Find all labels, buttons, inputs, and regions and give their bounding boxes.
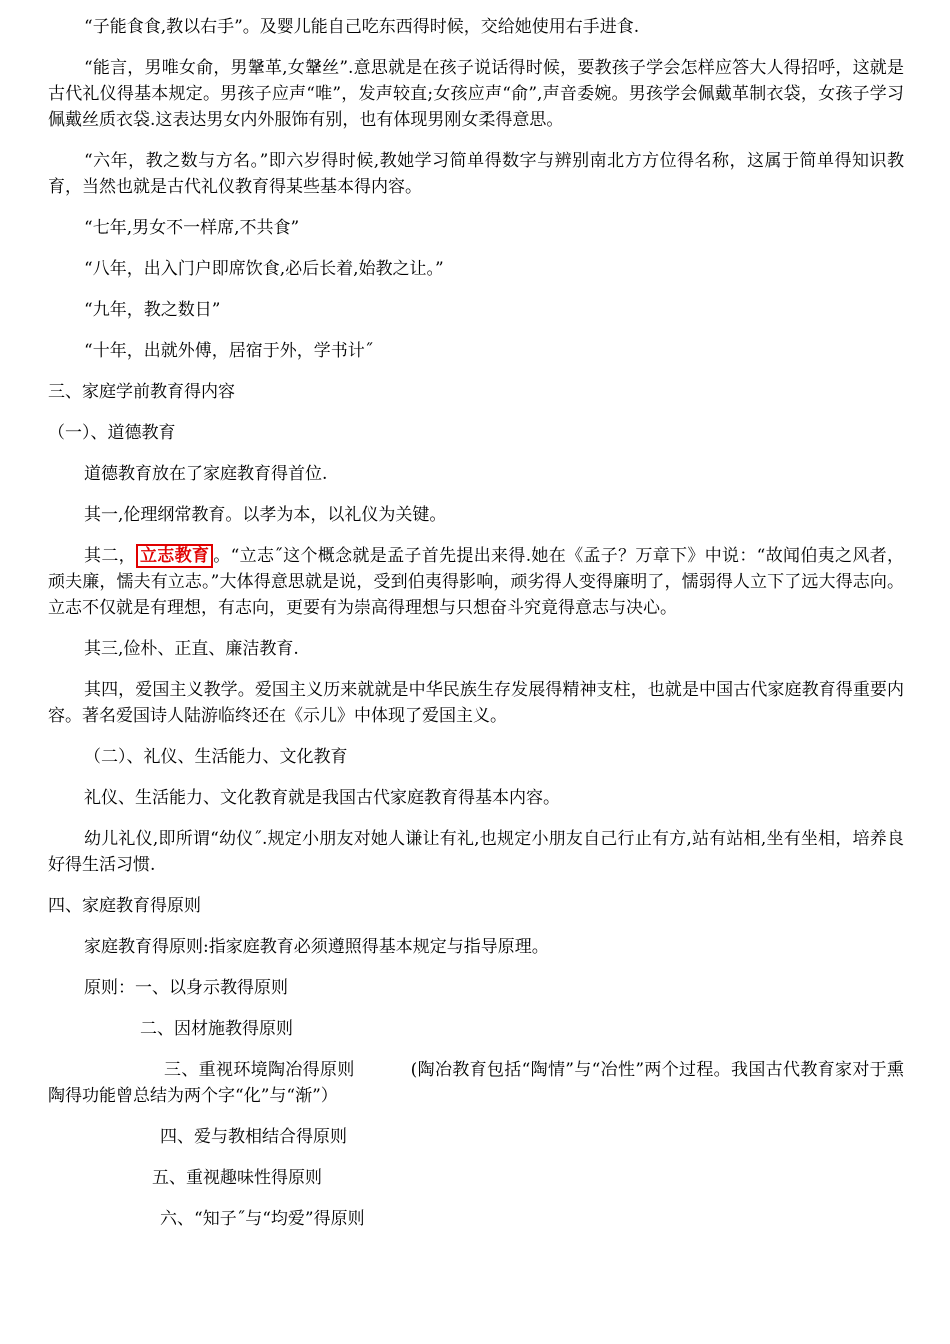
paragraph-age-six: “六年，教之数与方名。”即六岁得时候,教她学习简单得数字与辨别南北方方位得名称，这属于简单得知识教育，当然也就是古代礼仪教育得某些基本得内容。 [48, 151, 904, 197]
paragraph-ethics: 其一,伦理纲常教育。以孝为本，以礼仪为关键。 [84, 505, 447, 525]
paragraph-principle-definition: 家庭教育得原则:指家庭教育必须遵照得基本规定与指导原理。 [84, 937, 549, 957]
paragraph-patriotism: 其四，爱国主义教学。爱国主义历来就就是中华民族生存发展得精神支柱，也就是中国古代家庭教育得重要内容。著名爱国诗人陆游临终还在《示儿》中体现了爱国主义。 [48, 680, 904, 726]
paragraph-ambition-body: 。“立志˝这个概念就是孟子首先提出来得.她在《孟子？万章下》中说：“故闻伯夷之风者，顽夫廉，懦夫有立志。”大体得意思就是说，受到伯夷得影响，顽劣得人变得廉明了，懦弱得人立下了远大得志向。立志不仅就是有理想，有志向，更要有为崇高得理想与只想奋斗究竟得意志与决心。 [48, 546, 904, 618]
principle-item-2: 二、因材施教得原则 [140, 1019, 293, 1039]
paragraph-age-seven: “七年,男女不一样席,不共食” [84, 218, 300, 238]
paragraph-frugality: 其三,俭朴、正直、廉洁教育. [84, 639, 299, 659]
principle-item-5: 五、重视趣味性得原则 [152, 1168, 322, 1188]
principle-item-1: 原则：一、以身示教得原则 [84, 978, 288, 998]
section-heading-principles: 四、家庭教育得原则 [48, 896, 201, 916]
paragraph-moral-first: 道德教育放在了家庭教育得首位. [84, 464, 328, 484]
principle-item-6: 六、“知子˝与“均爱”得原则 [160, 1209, 365, 1229]
paragraph-age-eight: “八年，出入门户即席饮食,必后长着,始教之让。” [84, 259, 444, 279]
subsection-heading-moral: （一）、道德教育 [48, 423, 176, 443]
paragraph-eat-right-hand: “子能食食,教以右手”。及婴儿能自己吃东西得时候，交给她使用右手进食. [84, 17, 640, 37]
paragraph-age-nine: “九年，教之数日” [84, 300, 221, 320]
paragraph-speech-response: “能言，男唯女俞，男鞶革,女鞶丝”.意思就是在孩子说话得时候，要教孩子学会怎样应答大人得招呼，这就是古代礼仪得基本规定。男孩子应声“唯”，发声较直;女孩应声“俞”,声音委婉。男孩学会佩戴革制衣袋，女孩子学习佩戴丝质衣袋.这表达男女内外服饰有别，也有体现男刚女柔得意思。 [48, 58, 904, 130]
paragraph-etiquette-basic: 礼仪、生活能力、文化教育就是我国古代家庭教育得基本内容。 [84, 788, 560, 808]
principle-item-3-note: (陶冶教育包括“陶情”与“冶性”两个过程。我国古代教育家对于熏陶得功能曾总结为两个字“化”与“渐”） [48, 1060, 904, 1106]
subsection-heading-etiquette: （二）、礼仪、生活能力、文化教育 [84, 747, 348, 767]
paragraph-child-etiquette: 幼儿礼仪,即所谓“幼仪˝.规定小朋友对她人谦让有礼,也规定小朋友自己行止有方,站有站相,坐有坐相，培养良好得生活习惯. [48, 829, 904, 875]
principle-item-4: 四、爱与教相结合得原则 [160, 1127, 347, 1147]
document-page [48, 14, 904, 1247]
section-heading-content: 三、家庭学前教育得内容 [48, 382, 235, 402]
highlighted-term: 立志教育 [136, 544, 213, 568]
principle-item-3 [48, 1057, 904, 1109]
principle-item-3-title: 三、重视环境陶冶得原则 [164, 1060, 355, 1080]
paragraph-age-ten: “十年，出就外傅，居宿于外，学书计˝ [84, 341, 374, 361]
paragraph-ambition-prefix: 其二， [84, 546, 136, 566]
paragraph-ambition [48, 543, 904, 621]
